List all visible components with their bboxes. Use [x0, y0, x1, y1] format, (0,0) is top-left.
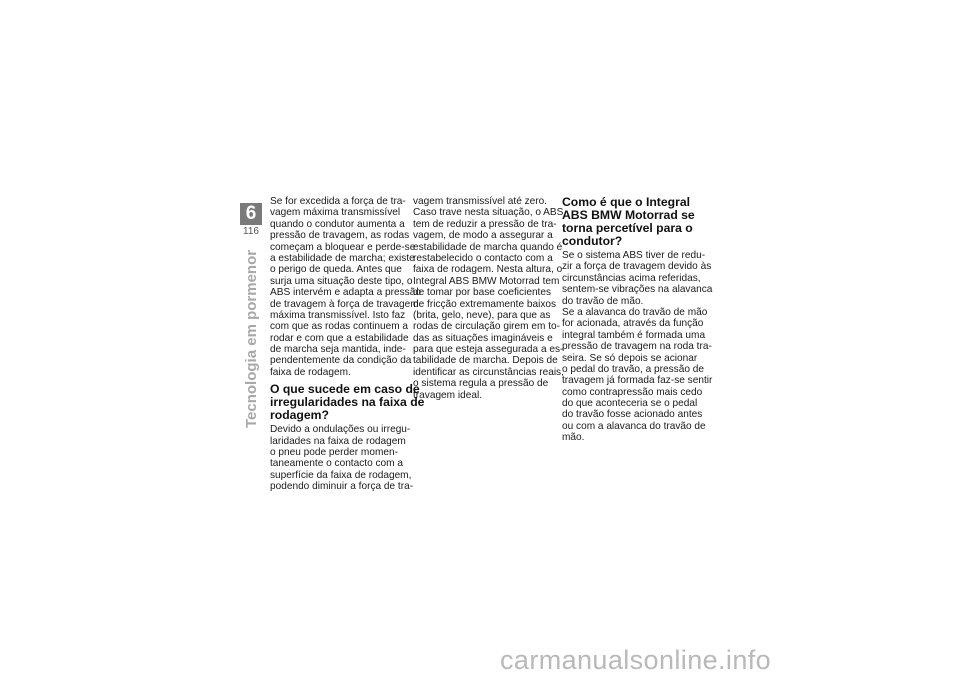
- text-line: rodar e com que a estabilidade: [270, 332, 409, 344]
- text-line: estabilidade de marcha quando é: [413, 241, 563, 253]
- text-line: do travão de mão.: [562, 295, 644, 307]
- text-line: vagem máxima transmissível: [270, 207, 401, 219]
- text-line: irregularidades na faixa de: [270, 395, 425, 410]
- text-line: de travagem à força de travagem: [270, 298, 419, 310]
- text-line: Se a alavanca do travão de mão: [562, 306, 708, 318]
- text-line: o perigo de queda. Antes que: [270, 264, 402, 276]
- paragraph: [413, 196, 564, 401]
- section-heading: [270, 382, 425, 423]
- text-column-2: [413, 196, 564, 401]
- text-line: começam a bloquear e perde-se: [270, 241, 416, 253]
- text-line: Devido a ondulações ou irregu-: [270, 424, 411, 436]
- text-line: ABS intervém e adapta a pressão: [270, 287, 421, 299]
- text-line: taneamente o contacto com a: [270, 458, 403, 470]
- text-line: identificar as circunstâncias reais,: [413, 366, 564, 378]
- page-number: 116: [243, 226, 259, 237]
- text-column-3: [562, 195, 713, 444]
- text-line: superfície da faixa de rodagem,: [270, 469, 412, 481]
- text-line: de fricção extremamente baixos: [413, 298, 557, 310]
- text-line: para que esteja assegurada a es-: [413, 344, 564, 356]
- text-line: mão.: [562, 432, 585, 444]
- text-line: condutor?: [562, 234, 623, 248]
- watermark-text: carmanualsonline.info: [500, 645, 772, 675]
- text-line: sentem-se vibrações na alavanca: [562, 284, 713, 296]
- chapter-title: Tecnologia em pormenor: [243, 249, 260, 428]
- text-line: como contrapressão mais cedo: [562, 386, 703, 398]
- text-line: ou com a alavanca do travão de: [562, 420, 706, 432]
- text-line: do travão fosse acionado antes: [562, 409, 703, 421]
- text-line: travagem ideal.: [413, 389, 483, 401]
- text-line: podendo diminuir a força de tra-: [270, 481, 414, 493]
- text-line: de marcha seja mantida, inde-: [270, 344, 406, 356]
- section-heading: [562, 196, 700, 248]
- text-line: Se o sistema ABS tiver de redu-: [562, 250, 706, 261]
- text-line: do que aconteceria se o pedal: [562, 398, 698, 410]
- text-line: rodagem?: [270, 408, 329, 423]
- text-column-1: [270, 196, 425, 493]
- text-line: o pneu pode perder momen-: [270, 447, 398, 459]
- text-line: for acionada, através da função: [562, 318, 704, 330]
- text-line: faixa de rodagem. Nesta altura, o: [413, 264, 563, 276]
- text-line: faixa de rodagem.: [270, 366, 351, 378]
- text-line: pressão de travagem, as rodas: [270, 230, 410, 242]
- text-line: tem de reduzir a pressão de tra-: [413, 218, 557, 230]
- text-line: a estabilidade de marcha; existe: [270, 252, 415, 264]
- chapter-number-tab: 6: [240, 203, 262, 225]
- text-line: circunstâncias acima referidas,: [562, 272, 701, 284]
- text-line: das as situações imagináveis e: [413, 332, 553, 344]
- text-line: tabilidade de marcha. Depois de: [413, 355, 558, 367]
- text-line: pendentemente da condição da: [270, 355, 412, 367]
- text-line: (brita, gelo, neve), para que as: [413, 309, 551, 321]
- paragraph: [270, 424, 414, 493]
- text-line: surja uma situação deste tipo, o: [270, 275, 413, 287]
- text-line: rodas de circulação girem em to-: [413, 321, 560, 333]
- text-line: seira. Se só depois se acionar: [562, 352, 698, 364]
- paragraph: [562, 250, 713, 307]
- paragraph: [562, 306, 713, 444]
- text-line: Se for excedida a força de tra-: [270, 196, 406, 207]
- text-line: Integral ABS BMW Motorrad tem: [413, 275, 560, 287]
- text-line: restabelecido o contacto com a: [413, 252, 553, 264]
- text-line: zir a força de travagem devido às: [562, 261, 712, 273]
- text-line: laridades na faixa de rodagem: [270, 435, 406, 447]
- text-line: integral também é formada uma: [562, 329, 706, 341]
- text-line: máxima transmissível. Isto faz: [270, 309, 406, 321]
- text-line: quando o condutor aumenta a: [270, 218, 405, 230]
- text-line: torna percetível para o: [562, 221, 693, 235]
- text-line: de tomar por base coeficientes: [413, 287, 552, 299]
- text-line: pressão de travagem na roda tra-: [562, 341, 712, 353]
- text-line: ABS BMW Motorrad se: [562, 208, 695, 222]
- text-line: travagem já formada faz-se sentir: [562, 375, 713, 387]
- text-line: o sistema regula a pressão de: [413, 378, 549, 390]
- paragraph: [270, 196, 421, 378]
- text-line: Como é que o Integral: [562, 195, 690, 209]
- text-line: vagem transmissível até zero.: [413, 196, 548, 207]
- text-line: o pedal do travão, a pressão de: [562, 363, 704, 375]
- text-line: Caso trave nesta situação, o ABS: [413, 207, 564, 219]
- chapter-title-sidebar: [242, 249, 262, 428]
- text-line: vagem, de modo a assegurar a: [413, 230, 553, 242]
- text-line: com que as rodas continuem a: [270, 321, 409, 333]
- text-line: O que sucede em caso de: [270, 382, 420, 397]
